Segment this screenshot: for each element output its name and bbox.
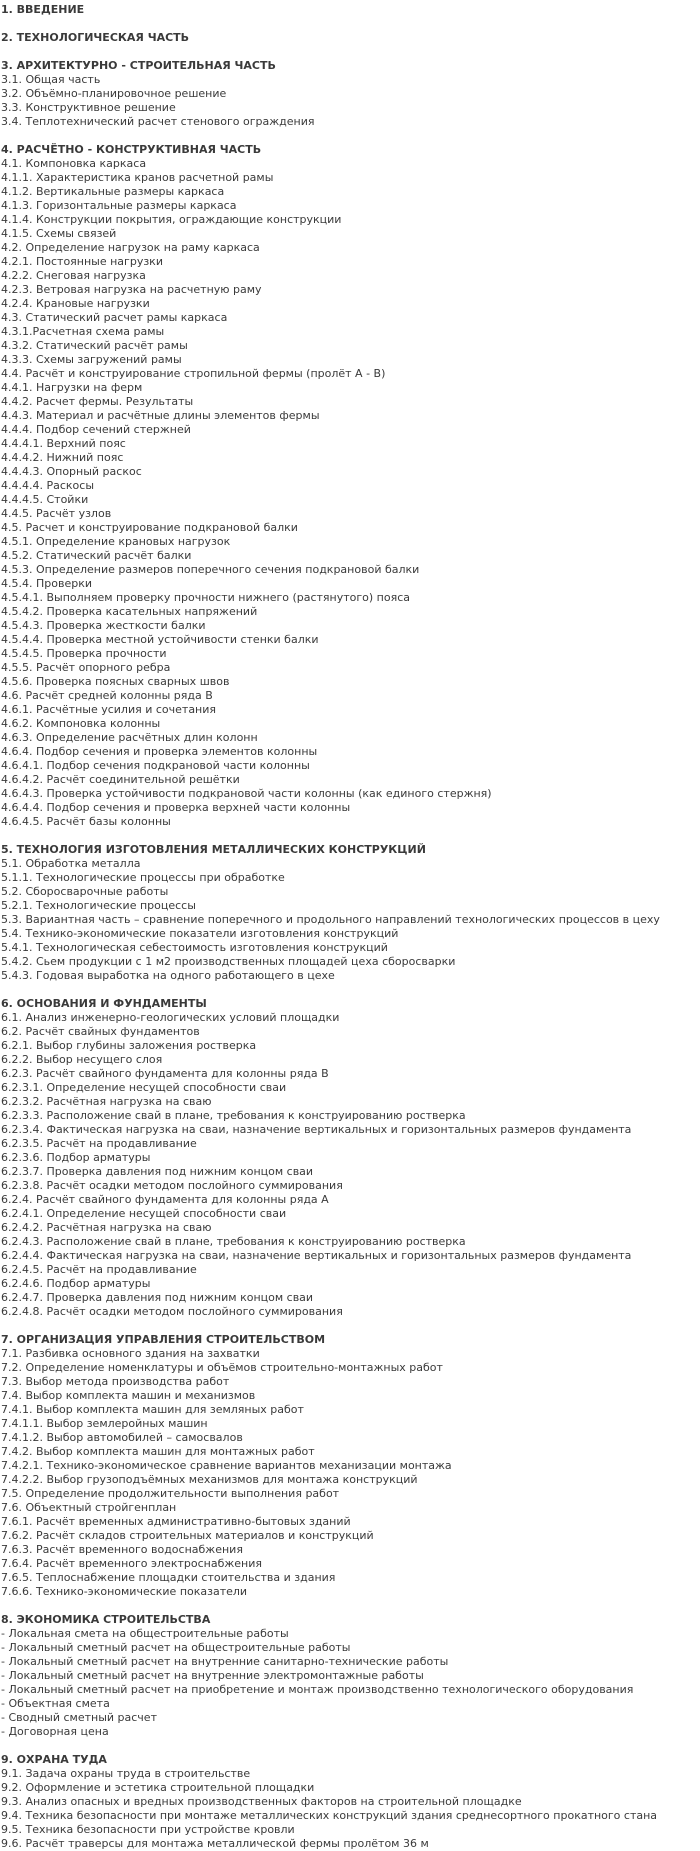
toc-item: 6.2.3.4. Фактическая нагрузка на сваи, назначение вертикальных и горизонтальных размеров фундамента — [1, 1123, 632, 1136]
toc-section — [1, 1613, 700, 1739]
toc-item: - Локальная смета на общестроительные работы — [1, 1627, 289, 1640]
toc-item: 6.2.3.7. Проверка давления под нижним концом сваи — [1, 1165, 314, 1178]
toc-item: 4.4.4.3. Опорный раскос — [1, 465, 142, 478]
toc-item: 4.1.4. Конструкции покрытия, ограждающие конструкции — [1, 213, 342, 226]
toc-item: 6.2.4.1. Определение несущей способности сваи — [1, 1207, 287, 1220]
section-heading: 8. ЭКОНОМИКА СТРОИТЕЛЬСТВА — [1, 1613, 211, 1626]
toc-item: 7.4.1.2. Выбор автомобилей – самосвалов — [1, 1431, 243, 1444]
toc-item: 6.2.3.2. Расчётная нагрузка на сваю — [1, 1095, 212, 1108]
toc-item: 7.4.1.1. Выбор землеройных машин — [1, 1417, 208, 1430]
toc-item: 4.2.2. Снеговая нагрузка — [1, 269, 146, 282]
toc-item: 6.2.3.1. Определение несущей способности сваи — [1, 1081, 287, 1094]
section-heading: 3. АРХИТЕКТУРНО - СТРОИТЕЛЬНАЯ ЧАСТЬ — [1, 59, 276, 72]
toc-item: 7.6.6. Технико-экономические показатели — [1, 1585, 248, 1598]
toc-item: 6.2.4.5. Расчёт на продавливание — [1, 1263, 197, 1276]
toc-item: 4.4.3. Материал и расчётные длины элементов фермы — [1, 409, 320, 422]
toc-item: 6.2.2. Выбор несущего слоя — [1, 1053, 163, 1066]
toc-item: 4.4.5. Расчёт узлов — [1, 507, 112, 520]
toc-item: 5.4. Технико-экономические показатели изготовления конструкций — [1, 927, 399, 940]
toc-item: 4.5.2. Статический расчёт балки — [1, 549, 192, 562]
toc-item: 4.6.4. Подбор сечения и проверка элементов колонны — [1, 745, 318, 758]
toc-item: - Договорная цена — [1, 1725, 109, 1738]
toc-item: 4.5.5. Расчёт опорного ребра — [1, 661, 171, 674]
toc-item: 5.2.1. Технологические процессы — [1, 899, 196, 912]
toc-item: 4.4.1. Нагрузки на ферм — [1, 381, 143, 394]
toc-item: 5.4.3. Годовая выработка на одного работающего в цехе — [1, 969, 335, 982]
toc-item: 7.6.2. Расчёт складов строительных материалов и конструкций — [1, 1529, 374, 1542]
toc-item: 4.6.2. Компоновка колонны — [1, 717, 161, 730]
toc-item: - Локальный сметный расчет на внутренние электромонтажные работы — [1, 1669, 424, 1682]
toc-item: 4.6.1. Расчётные усилия и сочетания — [1, 703, 217, 716]
toc-item: 4.6. Расчёт средней колонны ряда В — [1, 689, 213, 702]
toc-item: 4.5. Расчет и конструирование подкрановой балки — [1, 521, 298, 534]
toc-section — [1, 31, 700, 45]
toc-item: 7.1. Разбивка основного здания на захватки — [1, 1347, 260, 1360]
section-heading: 5. ТЕХНОЛОГИЯ ИЗГОТОВЛЕНИЯ МЕТАЛЛИЧЕСКИХ КОНСТРУКЦИЙ — [1, 843, 426, 856]
toc-item: 4.3.1.Расчетная схема рамы — [1, 325, 165, 338]
toc-item: 3.2. Объёмно-планировочное решение — [1, 87, 227, 100]
toc-item: 9.4. Техника безопасности при монтаже металлических конструкций здания среднесортного прокатного стана — [1, 1809, 658, 1822]
toc-item: - Сводный сметный расчет — [1, 1711, 157, 1724]
toc-item: 4.2.4. Крановые нагрузки — [1, 297, 150, 310]
section-heading: 9. ОХРАНА ТУДА — [1, 1753, 107, 1766]
toc-section — [1, 1333, 700, 1599]
toc-item: 7.2. Определение номенклатуры и объёмов строительно-монтажных работ — [1, 1361, 443, 1374]
toc-item: 3.3. Конструктивное решение — [1, 101, 176, 114]
toc-item: 4.5.6. Проверка поясных сварных швов — [1, 675, 230, 688]
toc-item: 6.2.3.3. Расположение свай в плане, требования к конструированию ростверка — [1, 1109, 466, 1122]
toc-item: 5.1. Обработка металла — [1, 857, 141, 870]
toc-item: - Локальный сметный расчет на приобретение и монтаж производственно технологического оборудования — [1, 1683, 634, 1696]
toc-item: 4.6.4.1. Подбор сечения подкрановой части колонны — [1, 759, 310, 772]
toc-item: 6.2.4.7. Проверка давления под нижним концом сваи — [1, 1291, 314, 1304]
toc-item: 4.4.4.4. Раскосы — [1, 479, 95, 492]
toc-item: 4.6.4.2. Расчёт соединительной решётки — [1, 773, 240, 786]
toc-item: 5.4.2. Сьем продукции с 1 м2 производственных площадей цеха сборосварки — [1, 955, 456, 968]
toc-item: - Локальный сметный расчет на общестроительные работы — [1, 1641, 351, 1654]
section-heading: 4. РАСЧЁТНО - КОНСТРУКТИВНАЯ ЧАСТЬ — [1, 143, 262, 156]
section-heading: 7. ОРГАНИЗАЦИЯ УПРАВЛЕНИЯ СТРОИТЕЛЬСТВОМ — [1, 1333, 326, 1346]
toc-item: 6.2.4.3. Расположение свай в плане, требования к конструированию ростверка — [1, 1235, 466, 1248]
toc-item: 6.2.3.5. Расчёт на продавливание — [1, 1137, 197, 1150]
toc-item: - Объектная смета — [1, 1697, 110, 1710]
toc-item: 7.4. Выбор комплекта машин и механизмов — [1, 1389, 256, 1402]
toc-item: - Локальный сметный расчет на внутренние санитарно-технические работы — [1, 1655, 449, 1668]
toc-item: 4.5.4.1. Выполняем проверку прочности нижнего (растянутого) пояса — [1, 591, 411, 604]
toc-item: 4.3.2. Статический расчёт рамы — [1, 339, 188, 352]
toc-section — [1, 843, 700, 983]
toc-item: 7.6.3. Расчёт временного водоснабжения — [1, 1543, 243, 1556]
toc-item: 4.5.4.3. Проверка жесткости балки — [1, 619, 206, 632]
toc-item: 3.1. Общая часть — [1, 73, 101, 86]
toc-item: 4.4.4. Подбор сечений стержней — [1, 423, 191, 436]
toc-item: 7.4.2.2. Выбор грузоподъёмных механизмов для монтажа конструкций — [1, 1473, 418, 1486]
toc-item: 7.6. Объектный стройгенплан — [1, 1501, 177, 1514]
toc-item: 4.1.5. Схемы связей — [1, 227, 117, 240]
toc-item: 6.2.1. Выбор глубины заложения ростверка — [1, 1039, 257, 1052]
toc-item: 5.1.1. Технологические процессы при обработке — [1, 871, 285, 884]
toc-item: 3.4. Теплотехнический расчет стенового ограждения — [1, 115, 315, 128]
toc-item: 6.2.3.8. Расчёт осадки методом послойного суммирования — [1, 1179, 343, 1192]
toc-item: 4.4.4.5. Стойки — [1, 493, 89, 506]
toc-item: 5.3. Вариантная часть – сравнение поперечного и продольного направлений технологических процессов в цеху — [1, 913, 660, 926]
toc-item: 7.4.2. Выбор комплекта машин для монтажных работ — [1, 1445, 315, 1458]
toc-item: 6.2.4.4. Фактическая нагрузка на сваи, назначение вертикальных и горизонтальных размеров фундамента — [1, 1249, 632, 1262]
toc-item: 4.3.3. Схемы загружений рамы — [1, 353, 182, 366]
toc-section — [1, 1753, 700, 1851]
toc-item: 4.1.3. Горизонтальные размеры каркаса — [1, 199, 237, 212]
toc-item: 4.2. Определение нагрузок на раму каркаса — [1, 241, 260, 254]
toc-item: 7.5. Определение продолжительности выполнения работ — [1, 1487, 340, 1500]
toc-item: 7.4.1. Выбор комплекта машин для земляных работ — [1, 1403, 304, 1416]
toc-section — [1, 997, 700, 1319]
toc-item: 6.2.4. Расчёт свайного фундамента для колонны ряда А — [1, 1193, 329, 1206]
toc-item: 4.2.1. Постоянные нагрузки — [1, 255, 163, 268]
toc-item: 6.2.4.8. Расчёт осадки методом послойного суммирования — [1, 1305, 343, 1318]
toc-item: 4.2.3. Ветровая нагрузка на расчетную раму — [1, 283, 262, 296]
toc-item: 5.2. Сборосварочные работы — [1, 885, 169, 898]
toc-item: 4.5.4.2. Проверка касательных напряжений — [1, 605, 258, 618]
toc-section — [1, 3, 700, 17]
toc-item: 4.6.4.5. Расчёт базы колонны — [1, 815, 171, 828]
toc-item: 6.1. Анализ инженерно-геологических условий площадки — [1, 1011, 340, 1024]
toc-item: 4.1. Компоновка каркаса — [1, 157, 147, 170]
toc-section — [1, 143, 700, 829]
toc-item: 4.1.2. Вертикальные размеры каркаса — [1, 185, 225, 198]
toc-item: 7.4.2.1. Технико-экономическое сравнение вариантов механизации монтажа — [1, 1459, 452, 1472]
section-heading: 1. ВВЕДЕНИЕ — [1, 3, 85, 16]
toc-item: 6.2. Расчёт свайных фундаментов — [1, 1025, 200, 1038]
toc-item: 7.6.1. Расчёт временных административно-бытовых зданий — [1, 1515, 351, 1528]
section-heading: 2. ТЕХНОЛОГИЧЕСКАЯ ЧАСТЬ — [1, 31, 190, 44]
toc-item: 4.4. Расчёт и конструирование стропильной фермы (пролёт А - В) — [1, 367, 386, 380]
toc-item: 4.5.4.4. Проверка местной устойчивости стенки балки — [1, 633, 319, 646]
toc-item: 6.2.3. Расчёт свайного фундамента для колонны ряда В — [1, 1067, 329, 1080]
toc-item: 7.3. Выбор метода производства работ — [1, 1375, 230, 1388]
toc-item: 9.1. Задача охраны труда в строительстве — [1, 1767, 251, 1780]
toc-item: 6.2.4.6. Подбор арматуры — [1, 1277, 151, 1290]
toc-item: 7.6.4. Расчёт временного электроснабжения — [1, 1557, 262, 1570]
toc-item: 4.6.4.3. Проверка устойчивости подкрановой части колонны (как единого стержня) — [1, 787, 492, 800]
toc-item: 6.2.3.6. Подбор арматуры — [1, 1151, 151, 1164]
toc-item: 4.4.4.1. Верхний пояс — [1, 437, 126, 450]
toc-item: 4.4.4.2. Нижний пояс — [1, 451, 124, 464]
toc-item: 4.5.4. Проверки — [1, 577, 92, 590]
toc-item: 6.2.4.2. Расчётная нагрузка на сваю — [1, 1221, 212, 1234]
toc-item: 9.2. Оформление и эстетика строительной площадки — [1, 1781, 315, 1794]
toc-item: 4.4.2. Расчет фермы. Результаты — [1, 395, 194, 408]
toc-item: 9.5. Техника безопасности при устройстве кровли — [1, 1823, 295, 1836]
toc-item: 9.6. Расчёт траверсы для монтажа металлической фермы пролётом 36 м — [1, 1837, 429, 1850]
toc-section — [1, 59, 700, 129]
toc-item: 4.3. Статический расчет рамы каркаса — [1, 311, 228, 324]
toc-item: 4.5.1. Определение крановых нагрузок — [1, 535, 231, 548]
toc-item: 5.4.1. Технологическая себестоимость изготовления конструкций — [1, 941, 388, 954]
toc-item: 9.3. Анализ опасных и вредных производственных факторов на строительной площадке — [1, 1795, 522, 1808]
toc-item: 4.1.1. Характеристика кранов расчетной рамы — [1, 171, 274, 184]
toc-item: 4.6.3. Определение расчётных длин колонн — [1, 731, 258, 744]
toc-item: 7.6.5. Теплоснабжение площадки стоительства и здания — [1, 1571, 336, 1584]
toc-item: 4.6.4.4. Подбор сечения и проверка верхней части колонны — [1, 801, 351, 814]
section-heading: 6. ОСНОВАНИЯ И ФУНДАМЕНТЫ — [1, 997, 207, 1010]
toc-item: 4.5.3. Определение размеров поперечного сечения подкрановой балки — [1, 563, 420, 576]
toc-item: 4.5.4.5. Проверка прочности — [1, 647, 167, 660]
